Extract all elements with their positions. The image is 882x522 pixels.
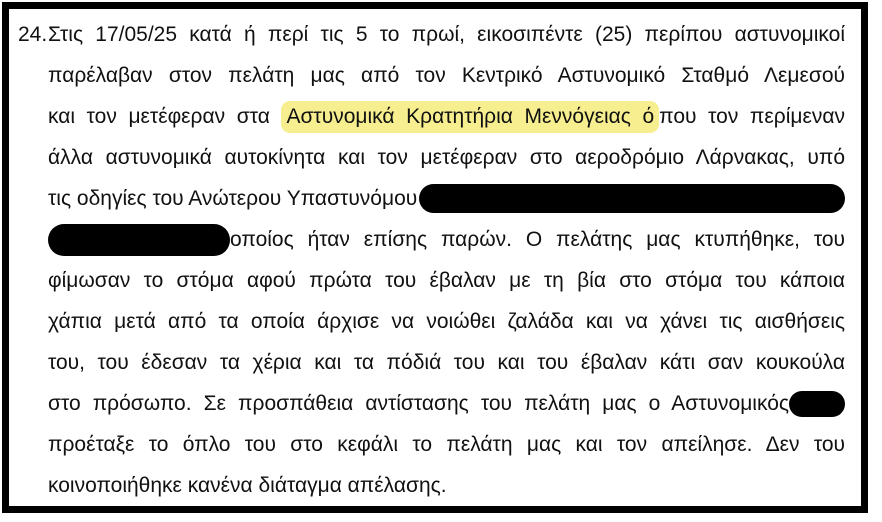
text-run: του, του έδεσαν τα χέρια και τα πόδιά του και του έβαλαν κάτι σαν κουκούλα xyxy=(48,351,845,374)
redaction-bar xyxy=(48,224,230,256)
text-run: φίμωσαν το στόμα αφού πρώτα του έβαλαν με τη βία στο στόμα του κάποια xyxy=(48,269,845,292)
paragraph-24 xyxy=(18,14,845,506)
paragraph-line xyxy=(48,178,845,219)
paragraph-line xyxy=(48,301,845,342)
paragraph-line xyxy=(48,465,845,506)
paragraph-line xyxy=(48,260,845,301)
text-run: που τον περίμεναν xyxy=(659,105,845,128)
document-border-frame xyxy=(2,2,868,513)
text-run: οποίος ήταν επίσης παρών. Ο πελάτης μας κτυπήθηκε, του xyxy=(230,228,845,251)
text-run: χάπια μετά από τα οποία άρχισε να νοιώθει ζαλάδα και να χάνει τις αισθήσεις xyxy=(48,310,845,333)
text-run: άλλα αστυνομικά αυτοκίνητα και τον μετέφεραν στο αεροδρόμιο Λάρνακας, υπό xyxy=(48,146,845,169)
paragraph-line xyxy=(48,55,845,96)
text-run: τις οδηγίες του Ανώτερου Υπαστυνόμου xyxy=(48,187,418,210)
document-content xyxy=(9,9,861,506)
paragraph-lines xyxy=(48,14,845,506)
text-run: προέταξε το όπλο του στο κεφάλι το πελάτη μας και τον απείλησε. Δεν του xyxy=(48,433,845,456)
text-run: παρέλαβαν στον πελάτη μας από τον Κεντρικό Αστυνομικό Σταθμό Λεμεσού xyxy=(48,64,845,87)
paragraph-number: 24. xyxy=(18,23,48,46)
paragraph-line xyxy=(48,383,845,424)
redaction-bar xyxy=(419,184,845,213)
text-run: και τον μετέφεραν στα xyxy=(48,105,282,128)
paragraph-line xyxy=(48,219,845,260)
paragraph-line xyxy=(48,14,845,55)
text-run: στο πρόσωπο. Σε προσπάθεια αντίστασης του πελάτη μας ο Αστυνομικός xyxy=(48,392,789,415)
text-run: κοινοποιήθηκε κανένα διάταγμα απέλασης. xyxy=(48,474,447,497)
paragraph-line xyxy=(48,342,845,383)
text-run: Στις 17/05/25 κατά ή περί τις 5 το πρωί, εικοσιπέντε (25) περίπου αστυνομικοί xyxy=(48,23,845,46)
redaction-bar xyxy=(789,391,845,417)
paragraph-line xyxy=(48,424,845,465)
paragraph-line xyxy=(48,96,845,137)
highlighted-text: Αστυνομικά Κρατητήρια Μεννόγειας ό xyxy=(281,101,659,133)
paragraph-line xyxy=(48,137,845,178)
